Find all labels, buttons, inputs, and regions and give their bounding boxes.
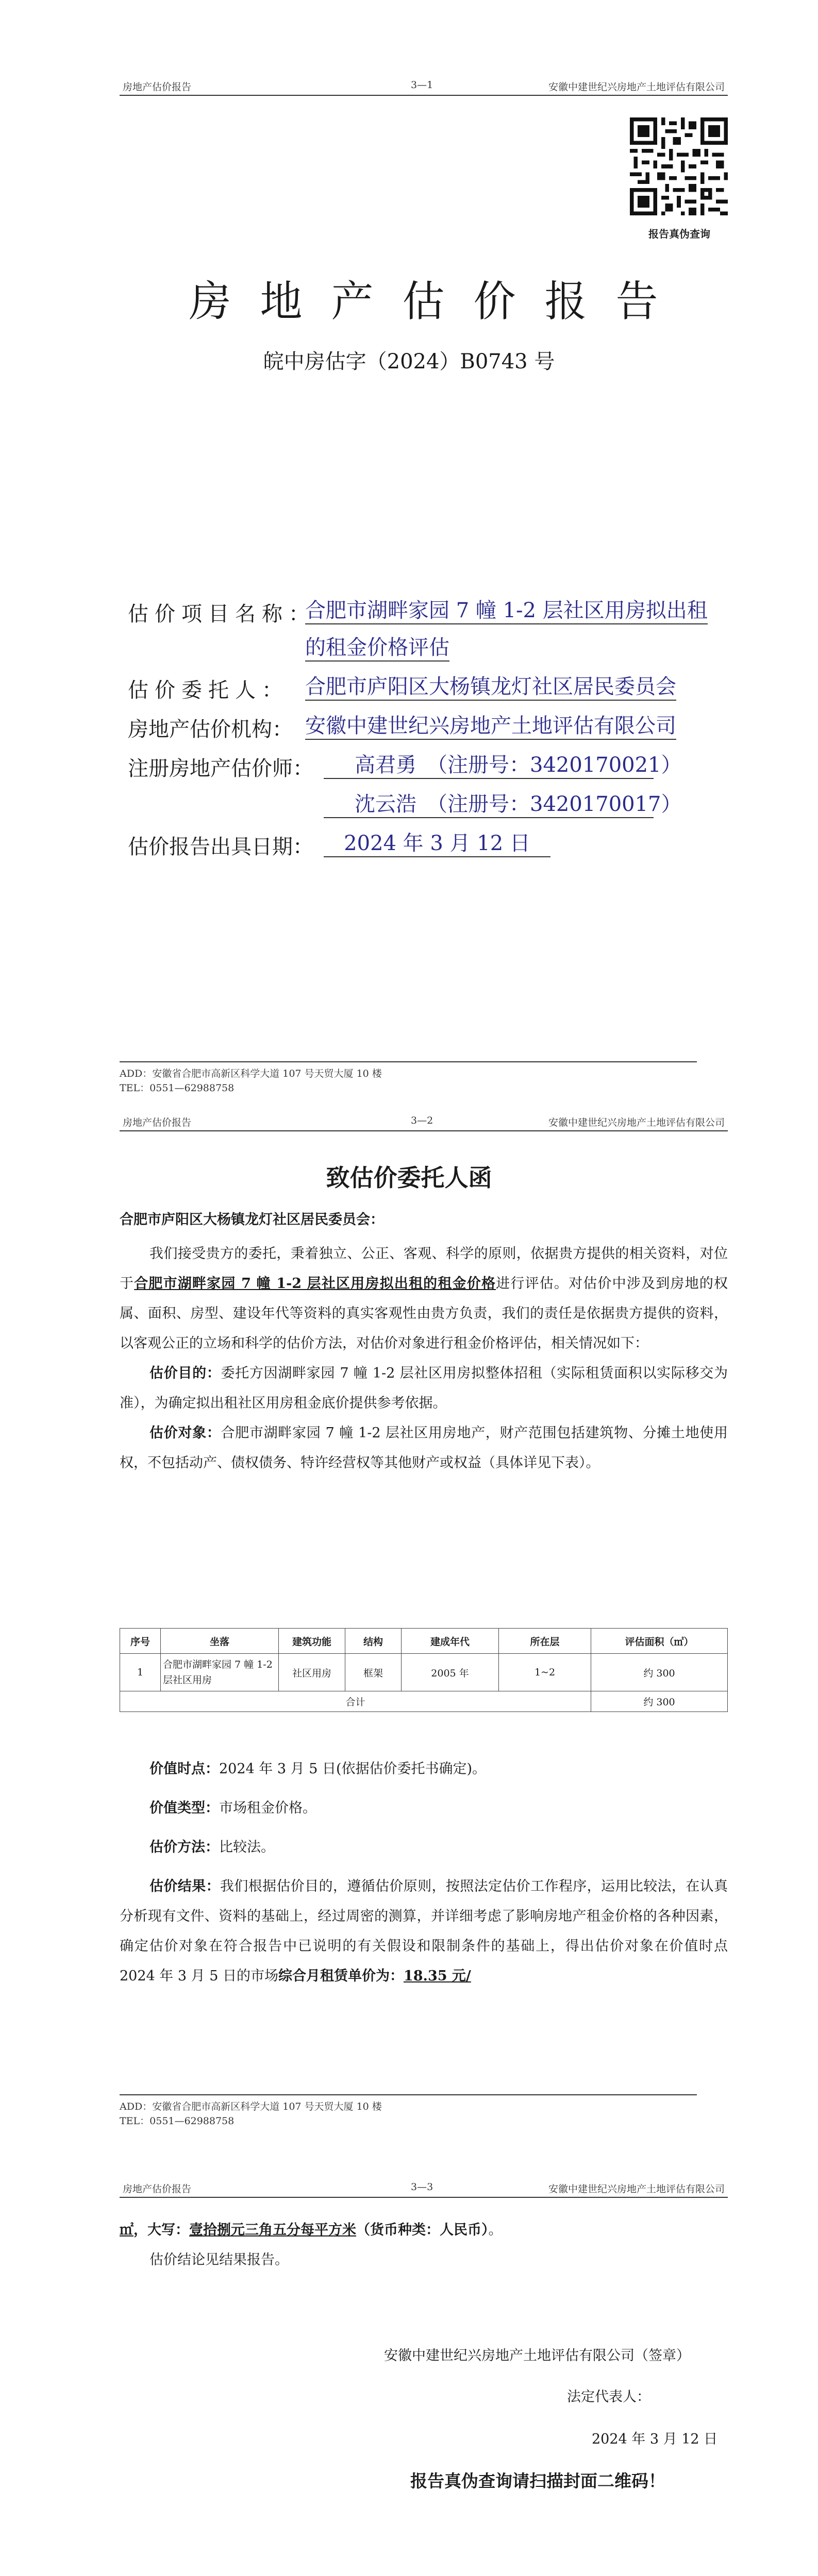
valuation-date-label: 价值时点： <box>149 1761 219 1777</box>
continuation-mid: ，大写： <box>133 2222 189 2238</box>
intro-rest: 进行评估。对估价中涉及到房地的权属、面积、房型、建设年代等资料的真实客观性由贵方负责，我们的责任是依据贵方提供的资料，以客观公正的立场和科学的估价方法，对估价对象进行租金价格评估，相关情况如下： <box>120 1276 728 1351</box>
header-left: 房地产估价报告 <box>123 2183 192 2195</box>
result-paragraph <box>120 1872 728 1991</box>
method-text: 比较法。 <box>219 1839 275 1855</box>
header-right: 安徽中建世纪兴房地产土地评估有限公司 <box>548 1117 725 1128</box>
object-paragraph <box>120 1418 728 1478</box>
method-paragraph <box>120 1833 728 1862</box>
page-number: 3—3 <box>411 2181 433 2193</box>
th-year: 建成年代 <box>402 1629 499 1654</box>
appraiser-1: 高君勇 （注册号：3420170021） <box>324 752 654 779</box>
th-function: 建筑功能 <box>279 1629 345 1654</box>
qr-verification-note: 报告真伪查询请扫描封面二维码！ <box>410 2471 665 2491</box>
td-floor: 1~2 <box>499 1654 591 1691</box>
value-type-label: 价值类型： <box>149 1800 219 1816</box>
object-text: 合肥市湖畔家园 7 幢 1-2 层社区用房地产，财产范围包括建筑物、分摊土地使用权，不包括动产、债权债务、特许经营权等其他财产或权益（具体详见下表）。 <box>120 1425 728 1471</box>
object-label: 估价对象： <box>149 1425 221 1441</box>
table-row <box>120 1654 728 1691</box>
details-text: 估价结论见结果报告。 <box>149 2252 289 2268</box>
header-right: 安徽中建世纪兴房地产土地评估有限公司 <box>548 2183 725 2195</box>
page-header <box>120 1113 728 1131</box>
agency-value: 安徽中建世纪兴房地产土地评估有限公司 <box>305 713 676 740</box>
continuation-line <box>120 2215 728 2245</box>
td-year: 2005 年 <box>402 1654 499 1691</box>
th-structure: 结构 <box>345 1629 402 1654</box>
purpose-label: 估价目的： <box>149 1365 221 1381</box>
result-text: 我们根据估价目的，遵循估价原则，按照法定估价工作程序，运用比较法，在认真分析现有文件、资料的基础上，经过周密的测算，并详细考虑了影响房地产租金价格的各种因素，确定估价对象在符合报告中已说明的有关假设和限制条件的基础上，得出估价对象在价值时点 2024 年 3 月 5 日的市场 <box>120 1878 728 1984</box>
page-header <box>120 2179 728 2198</box>
intro-paragraph <box>120 1239 728 1359</box>
result-label: 估价结果： <box>149 1878 220 1894</box>
td-no: 1 <box>120 1654 161 1691</box>
report-number: 皖中房估字（2024）B0743 号 <box>263 350 555 374</box>
table-header-row <box>120 1629 728 1654</box>
qr-caption: 报告真伪查询 <box>648 228 710 240</box>
footer-address: ADD：安徽省合肥市高新区科学大道 107 号天贸大厦 10 楼 <box>120 1068 382 1079</box>
result-bold: 综合月租赁单价为： <box>278 1968 404 1984</box>
property-table <box>120 1628 728 1712</box>
td-location: 合肥市湖畔家园 7 幢 1-2 层社区用房 <box>161 1654 279 1691</box>
td-total-value: 约 300 <box>591 1691 728 1712</box>
td-area: 约 300 <box>591 1654 728 1691</box>
intro-text: 我们接受贵方的委托，秉着独立、公正、客观、科学的原则，依据贵方提供的相关资料，对位于 <box>120 1246 728 1292</box>
sign-date: 2024 年 3 月 12 日 <box>592 2431 718 2447</box>
page-footer <box>120 2094 697 2128</box>
report-title: 房地产估价报告 <box>189 277 687 326</box>
project-value-line1: 合肥市湖畔家园 7 幢 1-2 层社区用房拟出租 <box>305 598 708 624</box>
date-label: 估价报告出具日期： <box>128 835 313 859</box>
table-total-row <box>120 1691 728 1712</box>
project-value-line2: 的租金价格评估 <box>305 635 449 662</box>
project-label: 估价项目名称： <box>128 602 315 626</box>
td-function: 社区用房 <box>279 1654 345 1691</box>
header-right: 安徽中建世纪兴房地产土地评估有限公司 <box>548 81 725 93</box>
appraiser-label: 注册房地产估价师： <box>128 757 313 781</box>
purpose-paragraph <box>120 1359 728 1418</box>
value-type-paragraph <box>120 1793 728 1823</box>
qr-code-icon[interactable] <box>630 117 728 215</box>
appraiser-2: 沈云浩 （注册号：3420170017） <box>324 791 654 818</box>
method-label: 估价方法： <box>149 1839 219 1855</box>
company-signature: 安徽中建世纪兴房地产土地评估有限公司（签章） <box>384 2348 690 2364</box>
agency-label: 房地产估价机构： <box>128 718 293 741</box>
client-value: 合肥市庐阳区大杨镇龙灯社区居民委员会 <box>305 674 676 701</box>
footer-tel: TEL：0551—62988758 <box>120 2115 235 2127</box>
letter-body-bottom <box>120 1754 728 1991</box>
th-location: 坐落 <box>161 1629 279 1654</box>
valuation-date-text: 2024 年 3 月 5 日(依据估价委托书确定)。 <box>219 1761 487 1777</box>
purpose-text: 委托方因湖畔家园 7 幢 1-2 层社区用房拟整体招租（实际租赁面积以实际移交为准），为确定拟出租社区用房租金底价提供参考依据。 <box>120 1365 728 1411</box>
letter-addressee: 合肥市庐阳区大杨镇龙灯社区居民委员会： <box>120 1212 384 1228</box>
value-type-text: 市场租金价格。 <box>219 1800 316 1816</box>
header-left: 房地产估价报告 <box>123 81 192 93</box>
th-floor: 所在层 <box>499 1629 591 1654</box>
letter-title: 致估价委托人函 <box>326 1164 492 1192</box>
details-paragraph <box>120 2245 728 2275</box>
page-header <box>120 77 728 96</box>
continuation-currency: （货币种类：人民币） <box>356 2222 489 2238</box>
client-label: 估价委托人： <box>128 679 289 702</box>
continuation-end: 。 <box>488 2222 503 2238</box>
footer-address: ADD：安徽省合肥市高新区科学大道 107 号天贸大厦 10 楼 <box>120 2101 382 2112</box>
page-number: 3—1 <box>411 79 433 91</box>
letter-page-continued <box>0 2181 818 2576</box>
cover-info <box>128 598 746 870</box>
result-value: 18.35 元/ <box>403 1968 471 1984</box>
date-value: 2024 年 3 月 12 日 <box>324 831 550 857</box>
letter-page <box>0 1108 818 2190</box>
td-total-label: 合计 <box>120 1691 591 1712</box>
continuation-value: ㎡ <box>120 2222 133 2238</box>
legal-representative: 法定代表人： <box>567 2389 650 2405</box>
cover-page <box>0 0 818 1108</box>
intro-target: 合肥市湖畔家园 7 幢 1-2 层社区用房拟出租的租金价格 <box>134 1276 496 1292</box>
th-no: 序号 <box>120 1629 161 1654</box>
continuation-words: 壹拾捌元三角五分每平方米 <box>189 2222 356 2238</box>
td-structure: 框架 <box>345 1654 402 1691</box>
letter-body-top <box>120 1239 728 1478</box>
letter-continuation <box>120 2215 728 2275</box>
th-area: 评估面积（㎡） <box>591 1629 728 1654</box>
page-footer <box>120 1061 697 1095</box>
header-left: 房地产估价报告 <box>123 1117 192 1128</box>
valuation-date-paragraph <box>120 1754 728 1784</box>
footer-tel: TEL：0551—62988758 <box>120 1082 235 1094</box>
page-number: 3—2 <box>411 1115 433 1126</box>
